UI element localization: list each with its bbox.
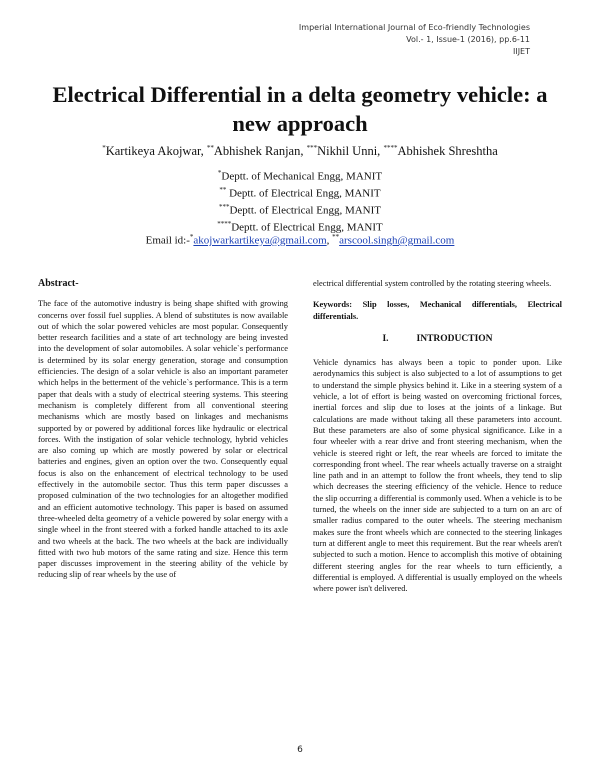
journal-volume: Vol.- 1, Issue-1 (2016), pp.6-11 <box>406 35 530 44</box>
author: *Kartikeya Akojwar, <box>102 144 207 159</box>
affiliation: *Deptt. of Mechanical Engg, MANIT <box>217 169 383 183</box>
email-link-2[interactable]: arscool.singh@gmail.com <box>339 234 455 247</box>
paper-title: Electrical Differential in a delta geometry vehicle: a new approach <box>52 82 548 136</box>
abstract-text: The face of the automotive industry is being shape shifted with growing concerns over fossil fuel supplies. A blend of substitutes is now available out of which the solar powered vehicles are most popular. Consequently better research facilities and a state of art technology are being invested into the development of solar automobiles. A solar vehicle`s performance is determined by its solar energy generation, storage and consumption efficiencies. The design of a solar vehicle is also an important parameter which helps in the betterment of the vehicle`s performance. This is a term paper that deals with a study of electrical steering systems. This steering mechanism is completely different from all conventional steering mechanisms which are mostly based on linkages and mechanisms supported by or powered by additional forces like hydraulic or electrical forces. With the instigation of solar vehicle technology, hybrid vehicles are also coming up which are mostly powered by solar or electrical batteries and engines, given an option over the two. Consequently equal focus is also on the enhancement of electrical technology to be used effectively in the automobile sector. Thus this term paper discusses a proposed culmination of the two technologies for an altogether modified and an efficient automotive technology. This paper is based on assumed three-wheeled delta geometry of a vehicle powered by solar energy with a single wheel in the front steered with a forked handle attached to its axle and two wheels at the back. The two wheels at the back are individually fitted with two hub motors of the same rating and size. Hence this term paper discusses improvement in the steering ability of the vehicle by reducing slip of rear wheels by the use of <box>38 299 288 580</box>
author-list <box>40 144 560 159</box>
affiliation-list <box>40 167 560 236</box>
abstract-continuation: electrical differential system controlled by the rotating steering wheels. <box>313 279 552 288</box>
affiliation: ** Deptt. of Electrical Engg, MANIT <box>219 186 381 200</box>
page-number: 6 <box>297 745 303 755</box>
right-column <box>313 278 562 594</box>
keywords: Keywords: Slip losses, Mechanical differentials, Electrical differentials. <box>313 300 562 321</box>
section-title: INTRODUCTION <box>416 333 493 344</box>
affiliation: ****Deptt. of Electrical Engg, MANIT <box>217 220 383 235</box>
section-number: I. <box>382 333 389 344</box>
email-prefix: Email id:- <box>145 234 190 247</box>
running-header <box>299 22 530 58</box>
author: **Abhishek Ranjan, <box>206 144 307 159</box>
author: ****Abhishek Shreshtha <box>383 144 498 159</box>
affiliation: ***Deptt. of Electrical Engg, MANIT <box>218 203 381 217</box>
journal-name: Imperial International Journal of Eco-friendly Technologies <box>298 23 530 32</box>
abstract-heading: Abstract- <box>38 278 79 289</box>
introduction-text: Vehicle dynamics has always been a topic to ponder upon. Like aerodynamics this subject is also subjected to a lot of assumptions to get to understand the simple physics behind it. Like in a steering system of a vehicle, a lot of effort is being wasted on overcoming frictional forces, inertial forces and slip due to loses at the joints of a linkage. But calculations are made without taking all these parameters into account. But these parameters are also of some physical significance. Like in a four wheeler with a rear drive and front steering mechanism, when the vehicle is steered right or left, the rear wheels are forced to imitate the corresponding front wheel. The rear wheels actually traverse on a straight line path and in an attempt to follow the front wheels, they tend to slip which decreases the steering efficiency of the vehicle. Hence to reduce the slip occurring a differential is commonly used. When a vehicle is to be turned, the wheels on the inner side are subjected to a turn on an arc of smaller radius compared to the outer wheels. The steering mechanism makes sure the front wheels which are connected to the steering linkages turn at different angle to meet this requirement. But the rear wheels aren't subjected to such a motion. Hence to accomplish this motive of obtaining different steering angles for the rear wheels to turn efficiently, a differential is employed. A differential is usually employed on the wheels where power isn't delivered. <box>313 358 563 594</box>
author: ***Nikhil Unni, <box>306 144 384 159</box>
left-column <box>38 278 288 581</box>
email-line: Email id:-*akojwarkartikeya@gmail.com, **arscool.singh@gmail.com <box>145 233 455 247</box>
section-heading <box>313 334 562 345</box>
email-link-1[interactable]: akojwarkartikeya@gmail.com <box>193 234 327 247</box>
journal-code: IIJET <box>512 47 530 56</box>
